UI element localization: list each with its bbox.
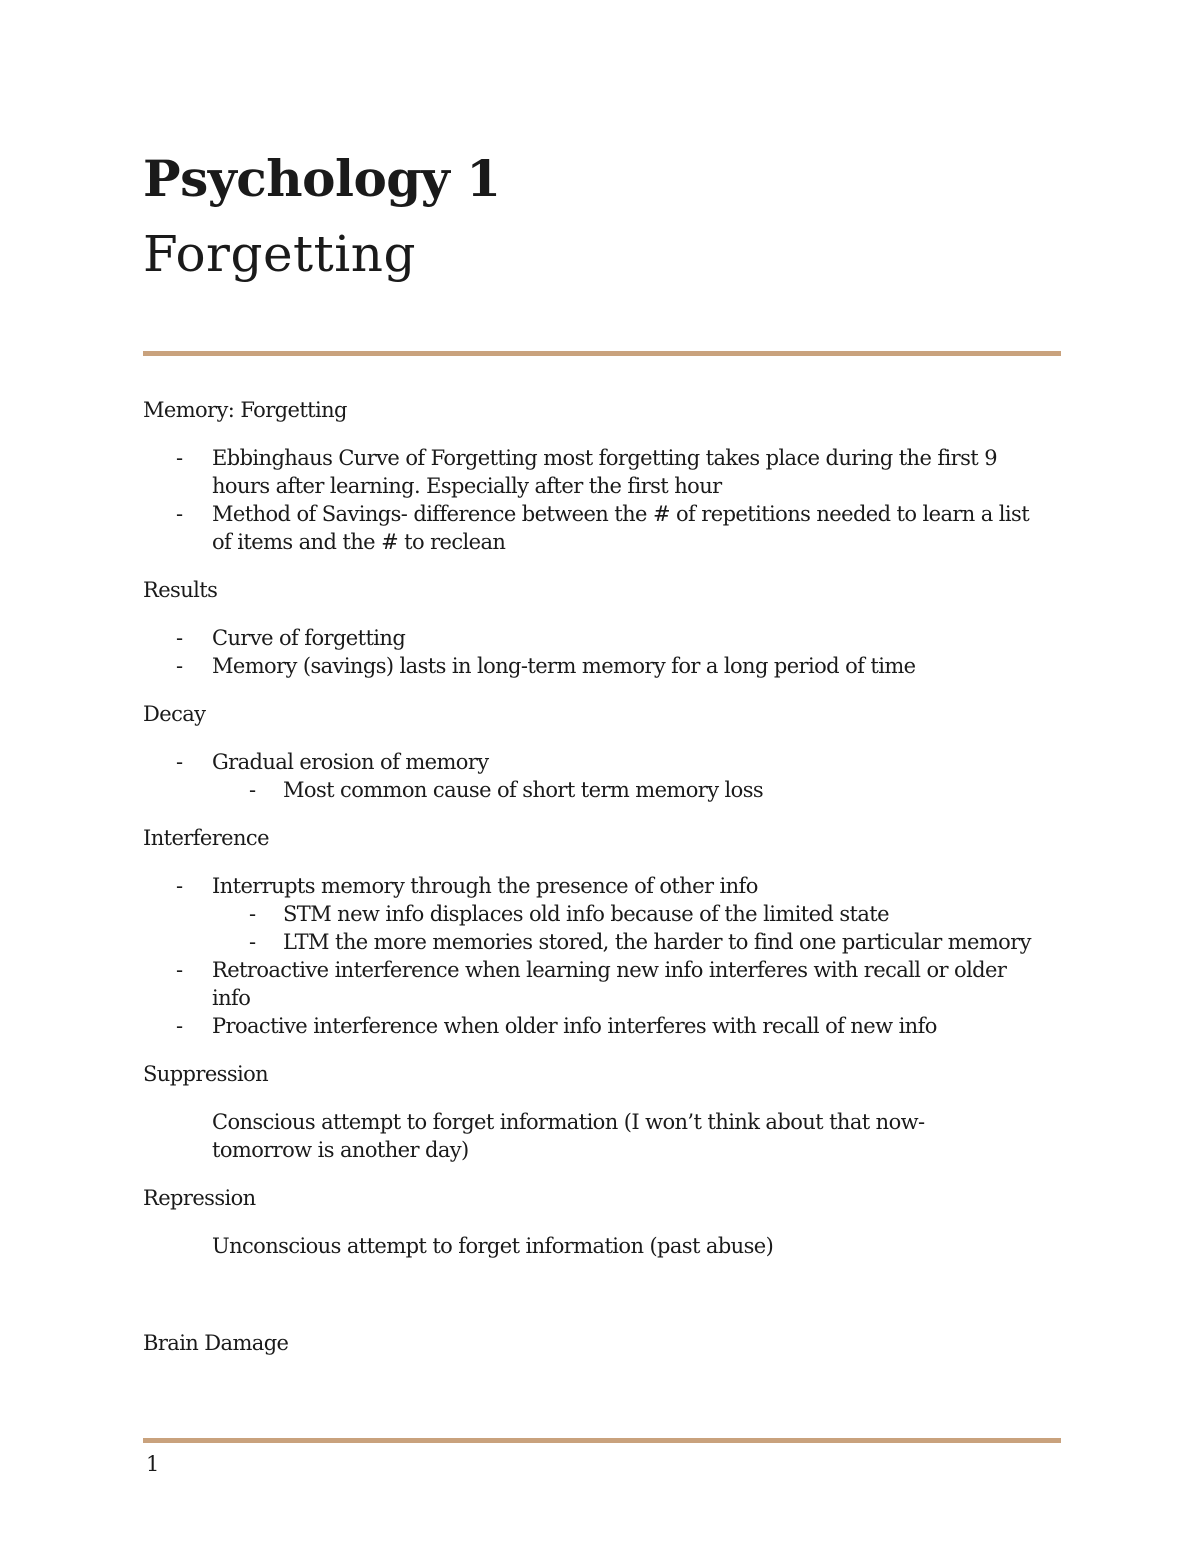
list-item xyxy=(143,1012,1061,1040)
dash-marker: - xyxy=(176,1014,183,1038)
dash-marker: - xyxy=(176,502,183,526)
list-item xyxy=(143,624,1061,652)
bullet-text: Memory (savings) lasts in long-term memory for a long period of time xyxy=(212,654,916,678)
dash-marker: - xyxy=(249,902,256,926)
dash-marker: - xyxy=(249,778,256,802)
section-heading-repression: Repression xyxy=(143,1186,256,1210)
dash-marker: - xyxy=(176,626,183,650)
sub-list-item xyxy=(143,900,1061,928)
list-item xyxy=(143,652,1061,680)
page-number: 1 xyxy=(146,1452,160,1476)
dash-marker: - xyxy=(176,958,183,982)
section-paragraph: Unconscious attempt to forget information (past abuse) xyxy=(212,1234,774,1258)
dash-marker: - xyxy=(176,874,183,898)
document-body xyxy=(143,396,1061,1357)
bullet-text: Ebbinghaus Curve of Forgetting most forgetting takes place during the first 9 hours after learning. Especially after the first hour xyxy=(212,446,997,498)
sub-list-item xyxy=(143,776,1061,804)
list-item xyxy=(143,956,1032,1012)
list-item xyxy=(143,872,1061,900)
bullet-text: Retroactive interference when learning new info interferes with recall or older info xyxy=(212,958,1007,1010)
bullet-text: STM new info displaces old info because of the limited state xyxy=(283,902,889,926)
list-item xyxy=(143,748,1061,776)
bullet-text: Interrupts memory through the presence of other info xyxy=(212,874,758,898)
section-heading-interference: Interference xyxy=(143,826,269,850)
top-divider xyxy=(143,351,1061,356)
bullet-text: Most common cause of short term memory loss xyxy=(283,778,764,802)
list-item xyxy=(143,500,1052,556)
bullet-text: Proactive interference when older info interferes with recall of new info xyxy=(212,1014,937,1038)
bullet-text: Curve of forgetting xyxy=(212,626,406,650)
document-title: Psychology 1 xyxy=(143,149,501,208)
bullet-text: Gradual erosion of memory xyxy=(212,750,489,774)
sub-list-item xyxy=(143,928,1061,956)
section-heading-brain-damage: Brain Damage xyxy=(143,1331,289,1355)
section-heading-results: Results xyxy=(143,578,218,602)
dash-marker: - xyxy=(176,654,183,678)
section-heading-decay: Decay xyxy=(143,702,206,726)
dash-marker: - xyxy=(176,750,183,774)
list-item xyxy=(143,444,1012,500)
section-paragraph: Conscious attempt to forget information (I won’t think about that now- tomorrow is another day) xyxy=(212,1110,925,1162)
bullet-text: Method of Savings- difference between the # of repetitions needed to learn a list of items and the # to reclean xyxy=(212,502,1030,554)
bullet-text: LTM the more memories stored, the harder to find one particular memory xyxy=(283,930,1031,954)
section-heading-memory: Memory: Forgetting xyxy=(143,398,347,422)
document-subtitle: Forgetting xyxy=(143,225,416,283)
dash-marker: - xyxy=(176,446,183,470)
footer-divider xyxy=(143,1438,1061,1443)
dash-marker: - xyxy=(249,930,256,954)
section-heading-suppression: Suppression xyxy=(143,1062,269,1086)
